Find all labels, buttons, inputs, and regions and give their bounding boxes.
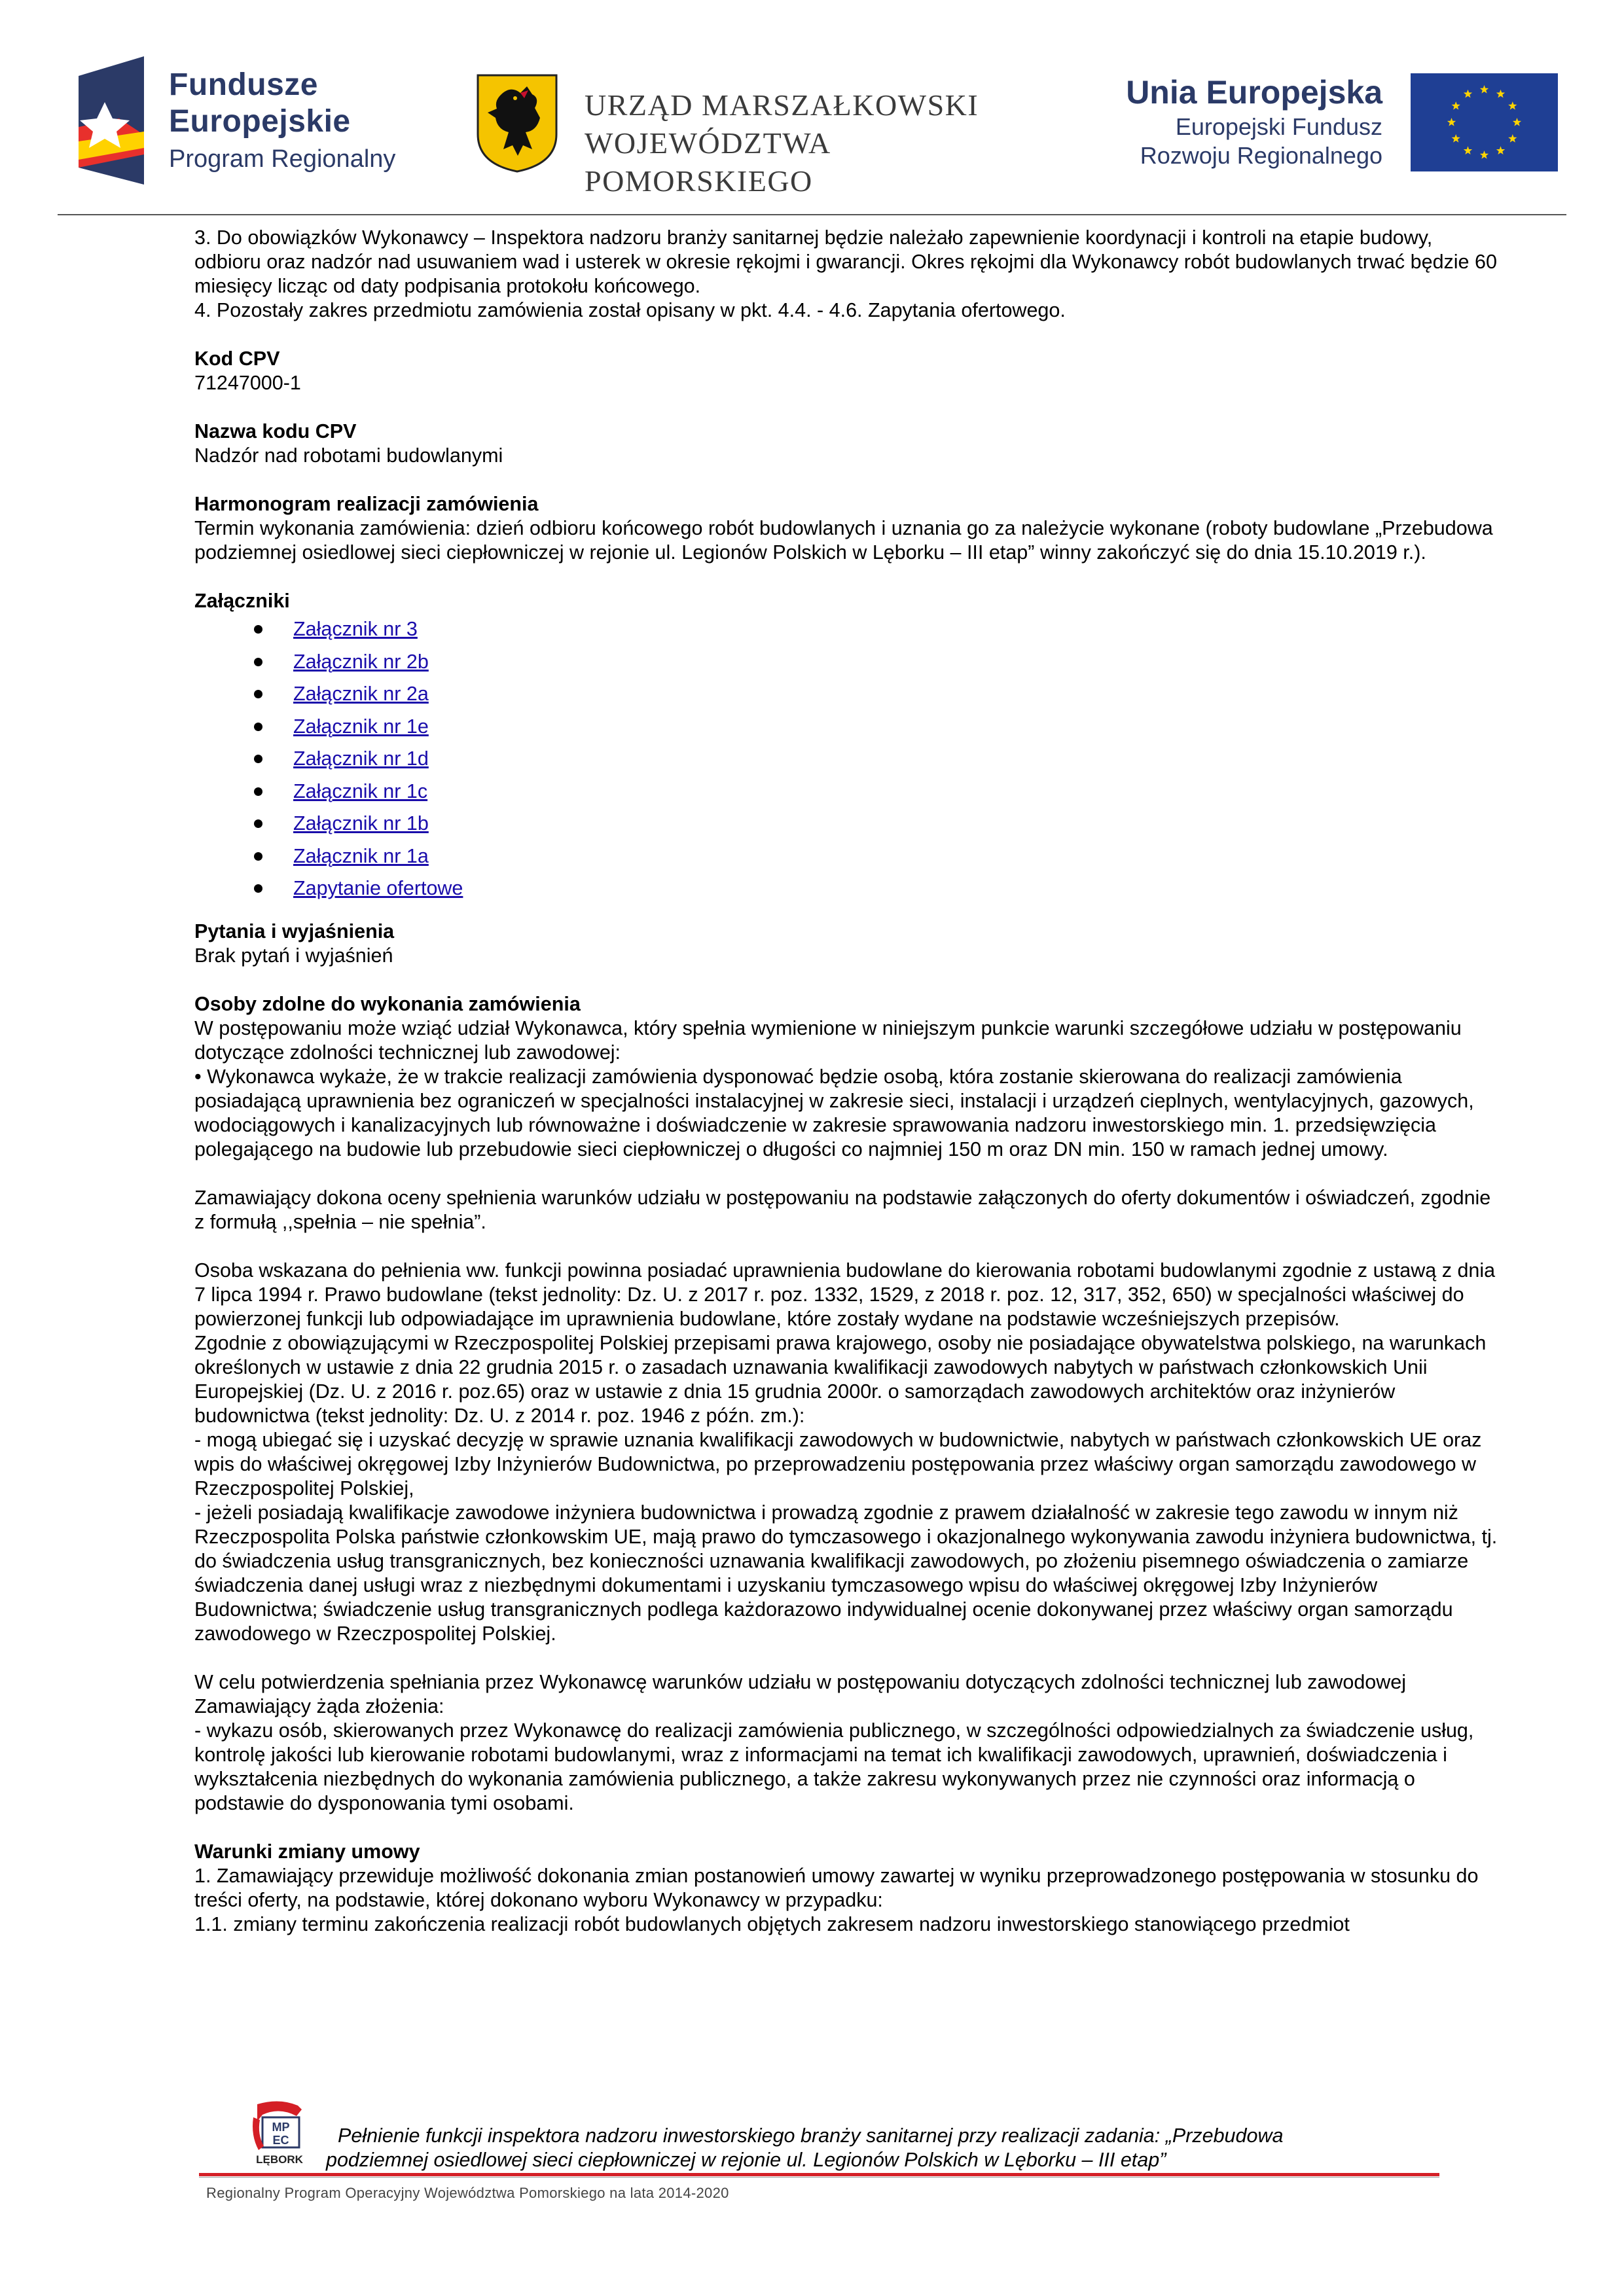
ue-line1: Unia Europejska [1126, 74, 1382, 111]
unia-europejska-logo [1126, 72, 1558, 177]
eu-flag-icon [1411, 73, 1558, 171]
list-item [194, 613, 1500, 646]
intro-paragraph: 3. Do obowiązków Wykonawcy – Inspektora nadzoru branży sanitarnej będzie należało zapewnienie koordynacji i kontroli na etapie budowy, odbioru oraz nadzór nad usuwaniem wad i usterek w okresie rękojmi i gwarancji. Okres rękojmi dla Wykonawcy robót budowlanych trwać będzie 60 miesięcy licząc od daty podpisania protokołu końcowego. [194, 226, 1497, 297]
bullet-icon [254, 852, 262, 861]
persons-heading: Osoby zdolne do wykonania zamówienia [194, 992, 581, 1015]
persons-paragraph-3: Zamawiający dokona oceny spełnienia warunków udziału w postępowaniu na podstawie załączonych do oferty dokumentów i oświadczeń, zgodnie z formułą ,,spełnia – nie spełnia”. [194, 1186, 1491, 1233]
griffin-crest-icon [475, 72, 560, 173]
schedule-text: Termin wykonania zamówienia: dzień odbioru końcowego robót budowlanych i uznania go za należycie wykonane (roboty budowlane „Przebudowa podziemnej osiedlowej sieci ciepłowniczej w rejonie ul. Legionów Polskich w Lęborku – III etap” winny zakończyć się do dnia 15.10.2019 r.). [194, 517, 1493, 564]
list-item [194, 840, 1500, 873]
persons-paragraph-5: Zgodnie z obowiązującymi w Rzeczpospolitej Polskiej przepisami prawa krajowego, osoby nie posiadające obywatelstwa polskiego, na warunkach określonych w ustawie z dnia 22 grudnia 2015 r. o zasadach uznawania kwalifikacji zawodowych nabytych w państwach członkowskich Unii Europejskiej (Dz. U. z 2016 r. poz.65) oraz w ustawie z dnia 15 grudnia 2000r. o samorządach zawodowych architektów oraz inżynierów budownictwa (tekst jednolity: Dz. U. z 2014 r. poz. 1946 z późn. zm.): [194, 1331, 1487, 1427]
persons-paragraph-9: - wykazu osób, skierowanych przez Wykonawcę do realizacji zamówienia publicznego, w szczególności odpowiedzialnych za świadczenie usług, kontrolę jakości lub kierowanie robotami budowlanymi, wraz z informacjami na temat ich kwalifikacji zawodowych, uprawnień, doświadczenia i wykształcenia niezbędnych do wykonania zamówienia publicznego, a także zakresu wykonywanych przez nie czynności oraz informacją o podstawie do dysponowania tymi osobami. [194, 1719, 1474, 1814]
persons-paragraph-8: W celu potwierdzenia spełniania przez Wykonawcę warunków udziału w postępowaniu dotyczących zdolności technicznej lub zawodowej Zamawiający żąda złożenia: [194, 1670, 1407, 1717]
attachment-link[interactable]: Załącznik nr 1e [293, 715, 429, 738]
fe-flag-icon [79, 56, 144, 185]
footer-caption [326, 2124, 1504, 2172]
bullet-icon [254, 658, 262, 666]
ue-line2: Europejski Fundusz [1175, 113, 1382, 140]
attachments-list [194, 613, 1500, 905]
bullet-icon [254, 723, 262, 731]
document-body [194, 226, 1500, 1937]
cpv-name-heading: Nazwa kodu CPV [194, 420, 357, 442]
footer-caption-line1: Pełnienie funkcji inspektora nadzoru inwestorskiego branży sanitarnej przy realizacji zadania: „Przebudowa [338, 2125, 1284, 2147]
contract-change-heading: Warunki zmiany umowy [194, 1840, 420, 1863]
persons-paragraph-2: • Wykonawca wykaże, że w trakcie realizacji zamówienia dysponować będzie osobą, która zostanie skierowana do realizacji zamówienia posiadającą uprawnienia bez ograniczeń w specjalności instalacyjnej w zakresie sieci, instalacji i urządzeń cieplnych, wentylacyjnych, gazowych, wodociągowych i kanalizacyjnych lub równoważne i doświadczenie w zakresie sprawowania nadzoru inwestorskiego min. 1. przedsięwzięcia polegającego na budowie lub przebudowie sieci ciepłowniczej o długości co najmniej 150 m oraz DN min. 150 w ramach jednej umowy. [194, 1065, 1474, 1160]
bullet-icon [254, 884, 262, 893]
attachment-link[interactable]: Zapytanie ofertowe [293, 877, 463, 899]
bullet-icon [254, 625, 262, 634]
attachment-link[interactable]: Załącznik nr 1c [293, 780, 428, 802]
ue-line3: Rozwoju Regionalnego [1140, 142, 1382, 169]
contract-change-paragraph-1: 1. Zamawiający przewiduje możliwość dokonania zmian postanowień umowy zawartej w wyniku przeprowadzonego postępowania w stosunku do treści oferty, na podstawie, której dokonano wyboru Wykonawcy w przypadku: [194, 1864, 1479, 1911]
bullet-icon [254, 755, 262, 763]
attachment-link[interactable]: Załącznik nr 1d [293, 747, 429, 770]
list-item [194, 646, 1500, 679]
attachment-link[interactable]: Załącznik nr 2a [293, 683, 429, 705]
footer-red-rule [199, 2173, 1439, 2176]
fe-line2: Europejskie [169, 104, 351, 139]
mpec-lebork-logo [245, 2098, 314, 2166]
attachment-link[interactable]: Załącznik nr 1b [293, 812, 429, 834]
bullet-icon [254, 787, 262, 796]
intro-paragraph-2: 4. Pozostały zakres przedmiotu zamówienia został opisany w pkt. 4.4. - 4.6. Zapytania ofertowego. [194, 299, 1066, 321]
cpv-name-value: Nadzór nad robotami budowlanymi [194, 444, 503, 467]
urzad-marszalkowski-logo [475, 72, 1038, 198]
bullet-icon [254, 819, 262, 828]
mpec-top-text: MP [272, 2121, 290, 2134]
attachment-link[interactable]: Załącznik nr 3 [293, 618, 418, 640]
contract-change-paragraph-2: 1.1. zmiany terminu zakończenia realizacji robót budowlanych objętych zakresem nadzoru inwestorskiego stanowiącego przedmiot [194, 1912, 1350, 1935]
footer-program-text: Regionalny Program Operacyjny Województwa Pomorskiego na lata 2014-2020 [206, 2185, 729, 2201]
um-line1: URZĄD MARSZAŁKOWSKI [585, 88, 979, 122]
list-item [194, 776, 1500, 808]
mpec-bottom-text: LĘBORK [256, 2153, 303, 2166]
bullet-icon [254, 690, 262, 698]
qa-text: Brak pytań i wyjaśnień [194, 944, 393, 967]
persons-paragraph-4: Osoba wskazana do pełnienia ww. funkcji powinna posiadać uprawnienia budowlane do kierowania robotami budowlanymi zgodnie z ustawą z dnia 7 lipca 1994 r. Prawo budowlane (tekst jednolity: Dz. U. z 2017 r. poz. 1332, 1529, z 2018 r. poz. 12, 317, 352, 650) w specjalności właściwej do powierzonej funkcji lub odpowiadające im uprawnienia budowlane, które zostały wydane na podstawie wcześniejszych przepisów. [194, 1259, 1496, 1330]
attachment-link[interactable]: Załącznik nr 1a [293, 844, 429, 867]
cpv-heading: Kod CPV [194, 348, 280, 370]
persons-paragraph-7: - jeżeli posiadają kwalifikacje zawodowe inżyniera budownictwa i prowadzą zgodnie z prawem działalność w zakresie tego zawodu w innym niż Rzeczpospolita Polska państwie członkowskim UE, mają prawo do tymczasowego i okazjonalnego wykonywania zawodu inżyniera budownictwa, tj. do świadczenia usług transgranicznych, bez konieczności uznawania kwalifikacji zawodowych, po złożeniu pisemnego oświadczenia o zamiarze świadczenia danej usługi wraz z niezbędnymi dokumentami i uzyskaniu tymczasowego wpisu do właściwej okręgowej Izby Inżynierów Budownictwa; świadczenie usług transgranicznych podlega każdorazowo indywidualnej ocenie dokonywanej przez właściwy organ samorządu zawodowego w Rzeczpospolitej Polskiej. [194, 1501, 1498, 1645]
list-item [194, 743, 1500, 776]
fe-line3: Program Regionalny [169, 145, 396, 173]
list-item [194, 711, 1500, 744]
persons-paragraph-6: - mogą ubiegać się i uzyskać decyzję w sprawie uznania kwalifikacji zawodowych w budownictwie, nabytych w państwach członkowskich UE oraz wpis do właściwej okręgowej Izby Inżynierów Budownictwa, po przeprowadzeniu postępowania przez właściwy organ samorządu zawodowego w Rzeczpospolitej Polskiej, [194, 1428, 1482, 1499]
qa-heading: Pytania i wyjaśnienia [194, 920, 395, 942]
attachment-link[interactable]: Załącznik nr 2b [293, 650, 429, 673]
list-item [194, 678, 1500, 711]
attachments-heading: Załączniki [194, 590, 290, 612]
fundusze-europejskie-logo [79, 54, 419, 185]
schedule-heading: Harmonogram realizacji zamówienia [194, 493, 539, 515]
persons-paragraph-1: W postępowaniu może wziąć udział Wykonawca, który spełnia wymienione w niniejszym punkcie warunki szczegółowe udziału w postępowaniu dotyczące zdolności technicznej lub zawodowej: [194, 1016, 1462, 1064]
list-item [194, 808, 1500, 840]
footer-rule [199, 2177, 1439, 2178]
fe-line1: Fundusze [169, 67, 318, 102]
list-item [194, 872, 1500, 905]
header-divider [58, 214, 1566, 215]
cpv-value: 71247000-1 [194, 372, 301, 394]
footer-caption-line2: podziemnej osiedlowej sieci ciepłowniczej w rejonie ul. Legionów Polskich w Lęborku – III etap” [326, 2149, 1166, 2171]
page-header [0, 0, 1624, 216]
um-line2: WOJEWÓDZTWA POMORSKIEGO [585, 126, 830, 198]
mpec-mid-text: EC [272, 2134, 289, 2147]
